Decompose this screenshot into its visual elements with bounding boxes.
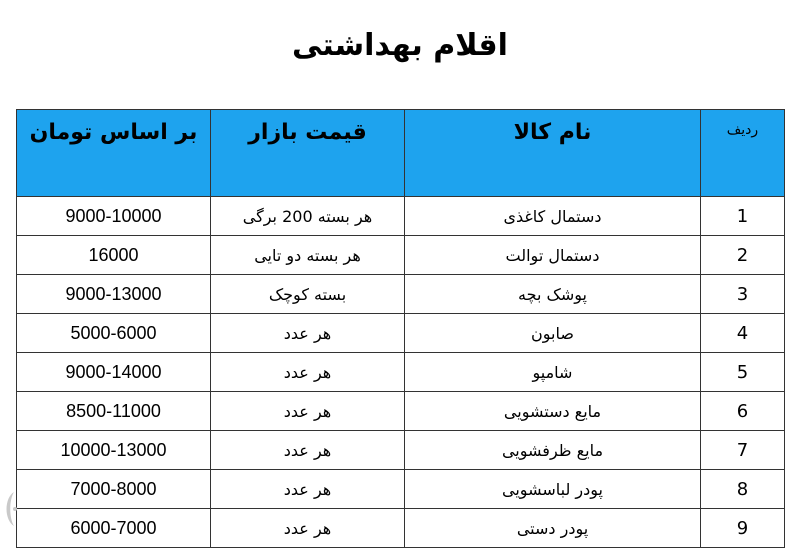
row-index: 9 (701, 509, 785, 548)
header-item-name: نام کالا (405, 110, 701, 197)
row-unit: بسته کوچک (211, 275, 405, 314)
row-price: 10000-13000 (17, 431, 211, 470)
row-unit: هر بسته 200 برگی (211, 197, 405, 236)
row-index: 2 (701, 236, 785, 275)
row-item-name: دستمال توالت (405, 236, 701, 275)
row-unit: هر بسته دو تایی (211, 236, 405, 275)
table-row (17, 314, 785, 353)
header-index: ردیف (701, 110, 785, 197)
row-index: 8 (701, 470, 785, 509)
row-index: 7 (701, 431, 785, 470)
row-unit: هر عدد (211, 431, 405, 470)
row-price: 7000-8000 (17, 470, 211, 509)
row-price: 9000-10000 (17, 197, 211, 236)
row-index: 5 (701, 353, 785, 392)
row-unit: هر عدد (211, 392, 405, 431)
row-index: 3 (701, 275, 785, 314)
table-row (17, 353, 785, 392)
row-index: 1 (701, 197, 785, 236)
row-price: 5000-6000 (17, 314, 211, 353)
header-market-price: قیمت بازار (211, 110, 405, 197)
row-item-name: پوشک بچه (405, 275, 701, 314)
row-price: 16000 (17, 236, 211, 275)
row-price: 9000-14000 (17, 353, 211, 392)
header-price-toman: بر اساس تومان (17, 110, 211, 197)
price-table (16, 109, 785, 548)
row-item-name: دستمال کاغذی (405, 197, 701, 236)
table-row (17, 431, 785, 470)
row-item-name: مایع دستشویی (405, 392, 701, 431)
page-title: اقلام بهداشتی (292, 28, 508, 63)
row-unit: هر عدد (211, 509, 405, 548)
table-row (17, 470, 785, 509)
row-price: 8500-11000 (17, 392, 211, 431)
row-item-name: پودر دستی (405, 509, 701, 548)
row-unit: هر عدد (211, 353, 405, 392)
row-price: 9000-13000 (17, 275, 211, 314)
table-row (17, 509, 785, 548)
table-header-row (17, 110, 785, 197)
table-row (17, 392, 785, 431)
row-item-name: شامپو (405, 353, 701, 392)
table-row (17, 275, 785, 314)
row-index: 6 (701, 392, 785, 431)
row-index: 4 (701, 314, 785, 353)
row-unit: هر عدد (211, 470, 405, 509)
watermark-logo-icon (0, 488, 20, 530)
row-item-name: مایع ظرفشویی (405, 431, 701, 470)
row-item-name: پودر لباسشویی (405, 470, 701, 509)
row-unit: هر عدد (211, 314, 405, 353)
table-row (17, 197, 785, 236)
table-row (17, 236, 785, 275)
row-item-name: صابون (405, 314, 701, 353)
row-price: 6000-7000 (17, 509, 211, 548)
